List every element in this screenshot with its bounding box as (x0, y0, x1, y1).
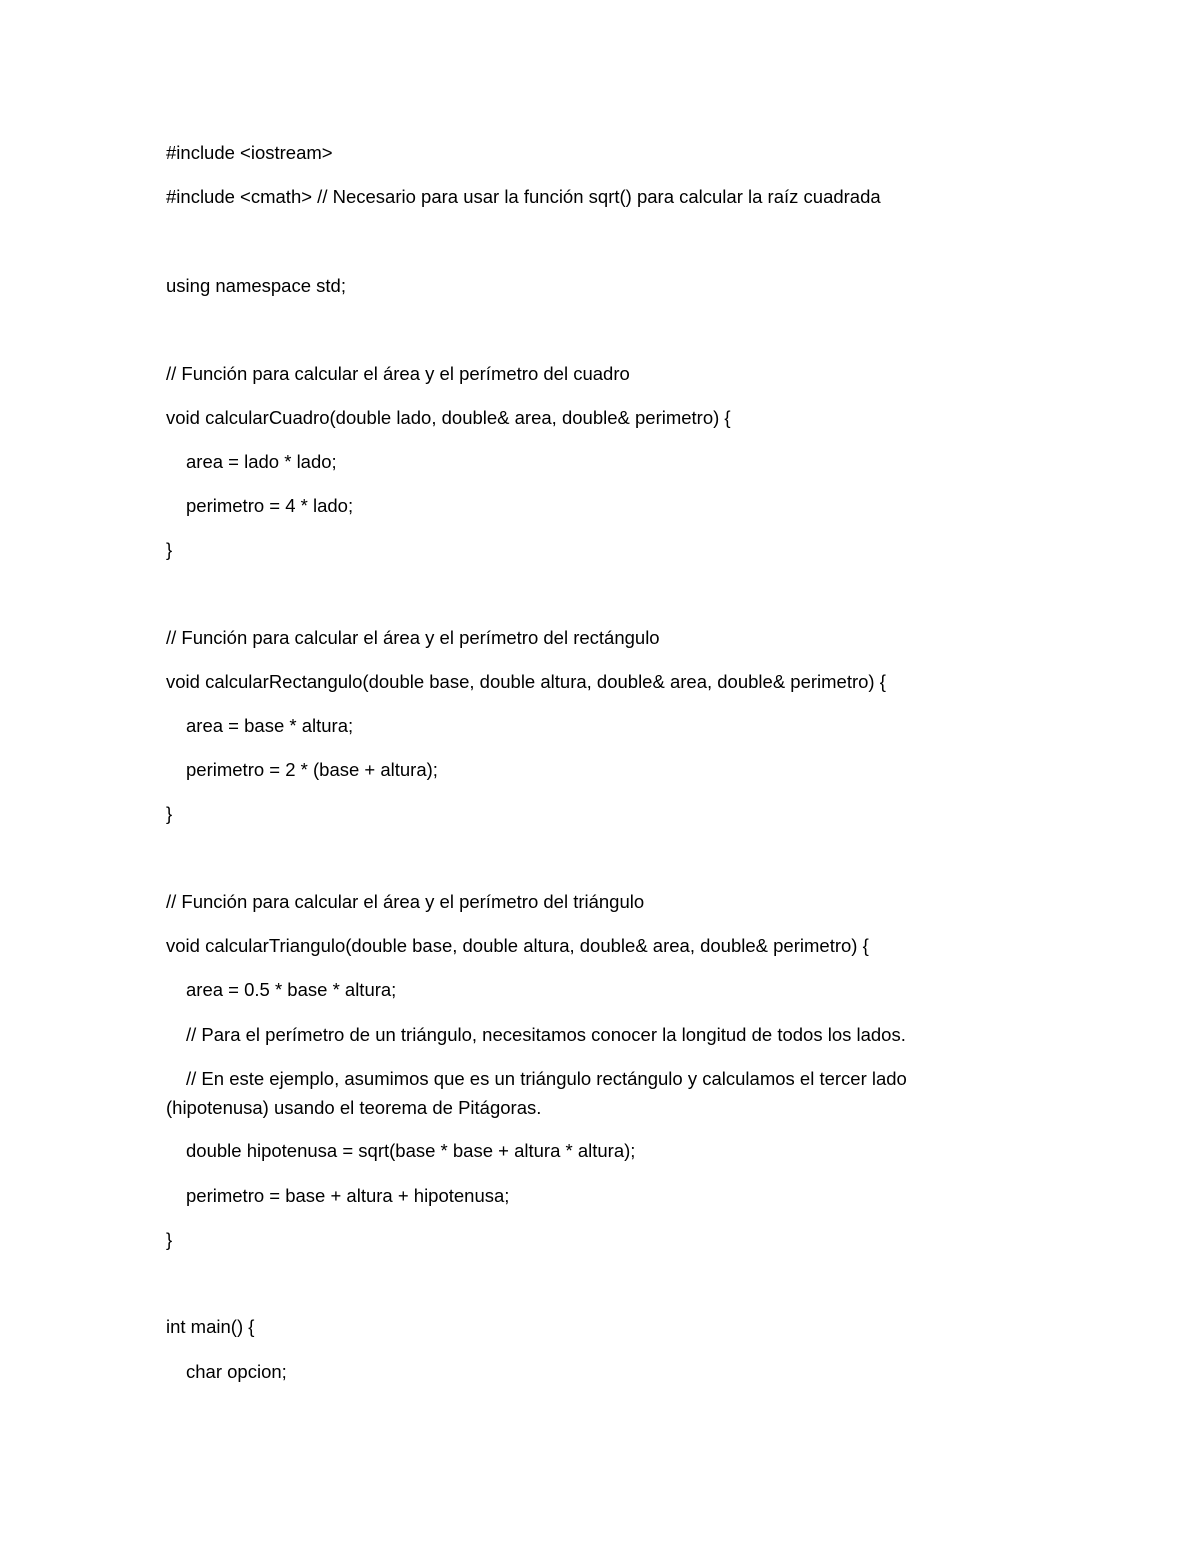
code-line-area-cuadro: area = lado * lado; (186, 451, 337, 472)
code-line-comment-cuadro: // Función para calcular el área y el perímetro del cuadro (166, 363, 630, 384)
code-line-area-triangulo: area = 0.5 * base * altura; (186, 979, 397, 1000)
code-line-comment-ejemplo: // En este ejemplo, asumimos que es un triángulo rectángulo y calculamos el tercer lado (186, 1068, 907, 1089)
code-line-comment-triangulo: // Función para calcular el área y el perímetro del triángulo (166, 891, 645, 912)
code-line-using-namespace: using namespace std; (166, 275, 346, 296)
code-line-include-cmath: #include <cmath> // Necesario para usar la función sqrt() para calcular la raíz cuadrada (166, 186, 881, 207)
code-line-perimetro-cuadro: perimetro = 4 * lado; (186, 495, 354, 516)
code-line-char-opcion: char opcion; (186, 1361, 287, 1382)
code-line-area-rectangulo: area = base * altura; (186, 715, 354, 736)
code-line-close-rectangulo: } (166, 803, 173, 824)
code-line-hipotenusa: double hipotenusa = sqrt(base * base + altura * altura); (186, 1140, 636, 1161)
code-line-main: int main() { (166, 1316, 255, 1337)
code-line-include-iostream: #include <iostream> (166, 142, 333, 163)
code-line-func-triangulo: void calcularTriangulo(double base, double altura, double& area, double& perimetro) { (166, 935, 869, 956)
code-line-comment-rectangulo: // Función para calcular el área y el perímetro del rectángulo (166, 627, 660, 648)
code-line-func-rectangulo: void calcularRectangulo(double base, double altura, double& area, double& perimetro) { (166, 671, 886, 692)
code-line-perimetro-rectangulo: perimetro = 2 * (base + altura); (186, 759, 438, 780)
code-line-close-triangulo: } (166, 1229, 173, 1250)
code-line-comment-perimetro-triangulo: // Para el perímetro de un triángulo, necesitamos conocer la longitud de todos los lados. (186, 1024, 906, 1045)
code-line-comment-ejemplo-cont: (hipotenusa) usando el teorema de Pitágoras. (166, 1097, 542, 1118)
code-line-close-cuadro: } (166, 539, 173, 560)
code-line-perimetro-triangulo: perimetro = base + altura + hipotenusa; (186, 1185, 510, 1206)
code-line-func-cuadro: void calcularCuadro(double lado, double& area, double& perimetro) { (166, 407, 731, 428)
